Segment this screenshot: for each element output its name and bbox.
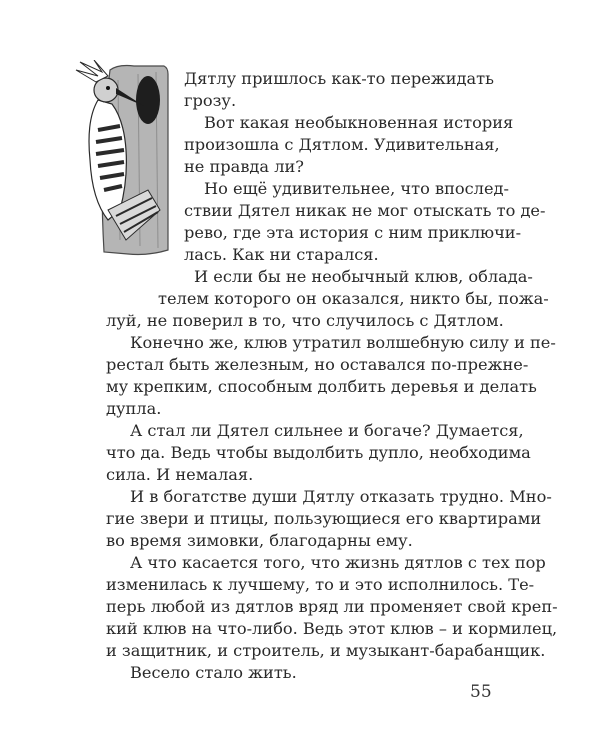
text-line: И если бы не необычный клюв, облада- [194,267,533,286]
text-line: перь любой из дятлов вряд ли променяет свой креп- [106,597,558,616]
text-line: что да. Ведь чтобы выдолбить дупло, необходима [106,443,531,462]
woodpecker-illustration [68,60,188,260]
text-line: Дятлу пришлось как-то пережидать [184,69,494,88]
text-line: Но ещё удивительнее, что впослед- [204,179,509,198]
text-line: и защитник, и строитель, и музыкант-барабанщик. [106,641,546,660]
text-line: гие звери и птицы, пользующиеся его квартирами [106,509,542,528]
text-line: кий клюв на что-либо. Ведь этот клюв – и кормилец, [106,619,558,638]
text-line: рево, где эта история с ним приключи- [184,223,522,242]
text-line: му крепким, способным долбить деревья и делать [106,377,537,396]
text-line: дупла. [106,399,162,418]
text-line: Вот какая необыкновенная история [204,113,514,132]
text-line: произошла с Дятлом. Удивительная, [184,135,500,154]
text-line: сила. И немалая. [106,465,254,484]
text-line: лась. Как ни старался. [184,245,379,264]
text-line: рестал быть железным, но оставался по-прежне- [106,355,529,374]
text-line: И в богатстве души Дятлу отказать трудно. Мно- [130,487,552,506]
text-line: изменилась к лучшему, то и это исполнилось. Те- [106,575,535,594]
text-line: во время зимовки, благодарны ему. [106,531,413,550]
page-number: 55 [470,682,492,702]
text-line: Конечно же, клюв утратил волшебную силу и пе- [130,333,556,352]
text-line: не правда ли? [184,157,304,176]
text-line: Весело стало жить. [130,663,297,682]
text-line: А стал ли Дятел сильнее и богаче? Думается, [130,421,524,440]
text-line: А что касается того, что жизнь дятлов с тех пор [130,553,546,572]
text-line: ствии Дятел никак не мог отыскать то де- [184,201,546,220]
text-line: грозу. [184,91,237,110]
text-line: телем которого он оказался, никто бы, пожа- [158,289,549,308]
text-line: луй, не поверил в то, что случилось с Дятлом. [106,311,504,330]
